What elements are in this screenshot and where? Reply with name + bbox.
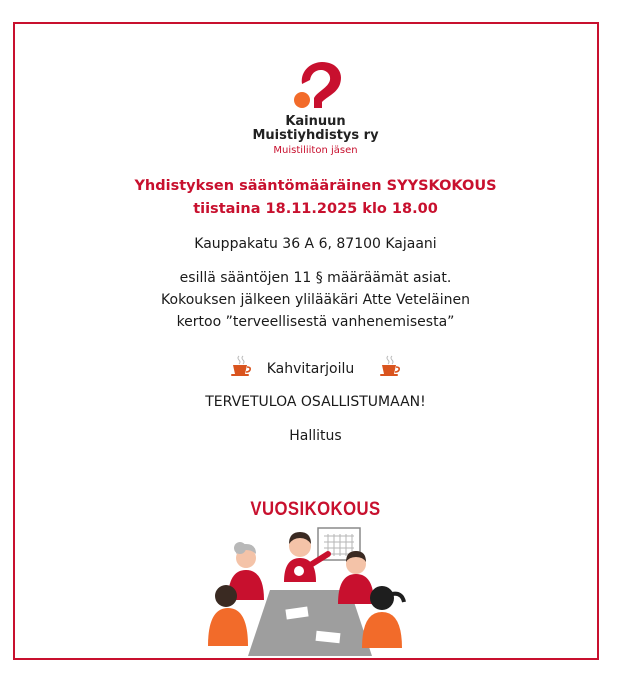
agenda-line-1: esillä sääntöjen 11 § määräämät asiat. [179,270,452,286]
welcome-text: TERVETULOA OSALLISTUMAAN! [205,394,426,410]
coffee-label: Kahvitarjoilu [266,361,355,377]
meeting-title: Yhdistyksen sääntömääräinen SYYSKOKOUS [134,178,497,194]
signature: Hallitus [289,428,342,444]
coffee-cup-icon [230,355,252,377]
coffee-row [0,355,631,377]
org-name-line2: Muistiyhdistys ry [252,128,379,143]
meeting-illustration [200,524,430,656]
muistiyhdistys-logo-icon [288,58,346,110]
org-name-line1: Kainuun [285,114,346,129]
org-membership: Muistiliiton jäsen [273,145,358,156]
illustration-title: VUOSIKOKOUS [250,499,381,520]
meeting-date: tiistaina 18.11.2025 klo 18.00 [193,201,438,217]
meeting-address: Kauppakatu 36 A 6, 87100 Kajaani [194,236,437,252]
agenda-line-3: kertoo ”terveellisestä vanhenemisesta” [176,314,455,330]
agenda-line-2: Kokouksen jälkeen ylilääkäri Atte Veteläinen [161,292,470,308]
coffee-cup-icon [379,355,401,377]
